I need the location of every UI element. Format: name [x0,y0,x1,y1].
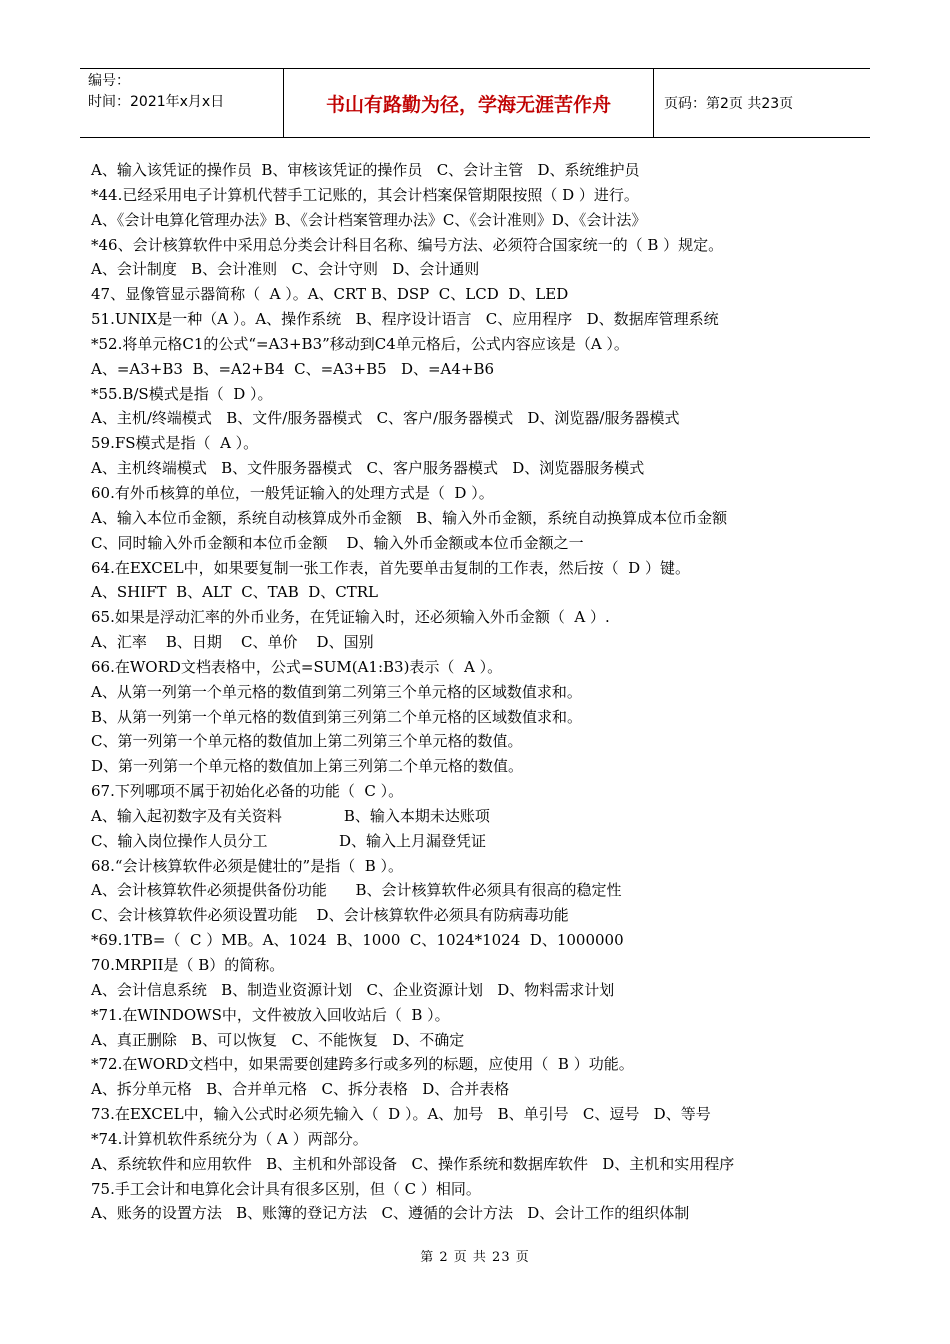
text-line: *52.将单元格C1的公式“=A3+B3”移动到C4单元格后，公式内容应该是（A ）。 [91,334,629,353]
text-line: 64.在EXCEL中，如果要复制一张工作表，首先要单击复制的工作表，然后按（ D ）键。 [91,558,690,577]
text-line: A、=A3+B3 B、=A2+B4 C、=A3+B5 D、=A4+B6 [91,359,495,378]
text-line: A、会计制度 B、会计准则 C、会计守则 D、会计通则 [91,260,480,279]
header-motto: 书山有路勤为径，学海无涯苦作舟 [284,69,654,137]
header-page-number: 页码：第2页 共23页 [664,96,794,112]
text-line: 67.下列哪项不属于初始化必备的功能（ C ）。 [91,782,404,801]
text-line: 73.在EXCEL中，输入公式时必须先输入（ D ）。A、加号 B、单引号 C、逗号 D、等号 [91,1105,711,1124]
header-meta [80,69,284,137]
text-line: A、输入本位币金额，系统自动核算成外币金额 B、输入外币金额，系统自动换算成本位币金额 [91,508,728,527]
text-line: *55.B/S模式是指（ D ）。 [91,384,273,403]
text-line: *74.计算机软件系统分为（ A ）两部分。 [91,1129,368,1148]
text-line: A、SHIFT B、ALT C、TAB D、CTRL [91,583,379,602]
text-line: *72.在WORD文档中，如果需要创建跨多行或多列的标题，应使用（ B ）功能。 [91,1055,634,1074]
page-header [80,68,870,138]
text-line: C、输入岗位操作人员分工 D、输入上月漏登凭证 [91,831,487,850]
text-line: A、主机/终端模式 B、文件/服务器模式 C、客户/服务器模式 D、浏览器/服务器模式 [91,409,680,428]
text-line: 66.在WORD文档表格中，公式=SUM(A1:B3)表示（ A ）。 [91,657,503,676]
document-date-label: 时间：2021年x月x日 [88,94,225,110]
text-line: A、《会计电算化管理办法》B、《会计档案管理办法》C、《会计准则》D、《会计法》 [91,210,647,229]
text-line: 68.“会计核算软件必须是健壮的”是指（ B ）。 [91,856,404,875]
text-line: 65.如果是浮动汇率的外币业务，在凭证输入时，还必须输入外币金额（ A ）. [91,608,610,627]
text-line: A、会计核算软件必须提供备份功能 B、会计核算软件必须具有很高的稳定性 [91,881,622,900]
text-line: 70.MRPII是（ B）的简称。 [91,956,285,974]
text-line: D、第一列第一个单元格的数值加上第三列第二个单元格的数值。 [91,757,524,776]
text-line: *44.已经采用电子计算机代替手工记账的，其会计档案保管期限按照（ D ）进行。 [91,185,639,204]
text-line: A、主机终端模式 B、文件服务器模式 C、客户服务器模式 D、浏览器服务模式 [91,459,645,478]
text-line: *69.1TB=（ C ）MB。A、1024 B、1000 C、1024*1024 D、1000000 [91,931,624,950]
text-line: A、输入起初数字及有关资料 B、输入本期未达账项 [91,806,490,825]
text-line: 51.UNIX是一种（A ）。A、操作系统 B、程序设计语言 C、应用程序 D、数据库管理系统 [91,310,719,329]
text-line: 47、显像管显示器简称（ A ）。A、CRT B、DSP C、LCD D、LED [91,285,569,304]
text-line: 59.FS模式是指（ A ）。 [91,434,259,453]
text-line: B、从第一列第一个单元格的数值到第三列第二个单元格的区域数值求和。 [91,707,583,726]
text-line: A、真正删除 B、可以恢复 C、不能恢复 D、不确定 [91,1030,465,1049]
text-line: 60.有外币核算的单位，一般凭证输入的处理方式是（ D ）。 [91,483,494,502]
page-footer: 第 2 页 共 23 页 [420,1250,530,1265]
text-line: *71.在WINDOWS中，文件被放入回收站后（ B ）。 [91,1005,450,1024]
text-line: A、输入该凭证的操作员 B、审核该凭证的操作员 C、会计主管 D、系统维护员 [91,161,640,179]
text-line: A、从第一列第一个单元格的数值到第二列第三个单元格的区域数值求和。 [91,682,582,701]
text-line: A、会计信息系统 B、制造业资源计划 C、企业资源计划 D、物料需求计划 [91,980,615,999]
document-number-label: 编号： [88,73,130,89]
text-line: C、会计核算软件必须设置功能 D、会计核算软件必须具有防病毒功能 [91,906,569,925]
text-line: A、拆分单元格 B、合并单元格 C、拆分表格 D、合并表格 [91,1080,510,1099]
text-line: C、同时输入外币金额和本位币金额 D、输入外币金额或本位币金额之一 [91,533,584,552]
document-body [91,158,881,1226]
text-line: *46、会计核算软件中采用总分类会计科目名称、编号方法、必须符合国家统一的（ B ）规定。 [91,235,724,254]
text-line: A、汇率 B、日期 C、单价 D、国别 [91,633,374,652]
text-line: A、系统软件和应用软件 B、主机和外部设备 C、操作系统和数据库软件 D、主机和实用程序 [91,1154,735,1173]
text-line: C、第一列第一个单元格的数值加上第二列第三个单元格的数值。 [91,732,523,751]
text-line: A、账务的设置方法 B、账簿的登记方法 C、遵循的会计方法 D、会计工作的组织体制 [91,1204,690,1223]
text-line: 75.手工会计和电算化会计具有很多区别，但（ C ）相同。 [91,1179,481,1198]
